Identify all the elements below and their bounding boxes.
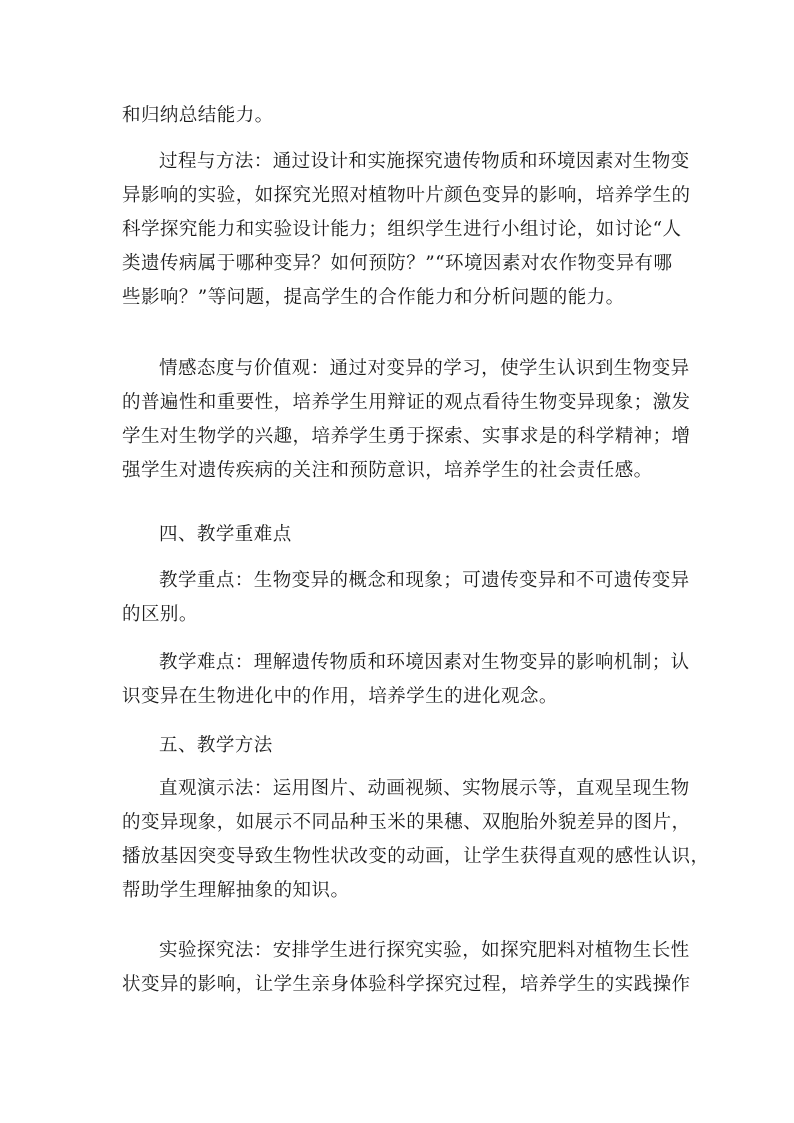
paragraph-ability-summary <box>122 99 682 133</box>
text-line: 情感态度与价值观：通过对变异的学习，使学生认识到生物变异 <box>159 358 690 379</box>
text-line: 异影响的实验，如探究光照对植物叶片颜色变异的影响，培养学生的 <box>122 184 691 206</box>
text-line: 科学探究能力和实验设计能力；组织学生进行小组讨论，如讨论“人 <box>122 218 682 240</box>
paragraph-teaching-difficult-points <box>122 646 690 714</box>
paragraph-experiment-method <box>122 934 691 1002</box>
text-line: 教学重点：生物变异的概念和现象；可遗传变异和不可遗传变异 <box>159 570 690 591</box>
text-line: 过程与方法：通过设计和实施探究遗传物质和环境因素对生物变 <box>159 151 690 172</box>
text-line: 直观演示法：运用图片、动画视频、实物展示等，直观呈现生物 <box>159 778 690 799</box>
text-line: 识变异在生物进化中的作用，培养学生的进化观念。 <box>122 685 558 707</box>
text-line: 的普遍性和重要性，培养学生用辩证的观点看待生物变异现象；激发 <box>122 391 691 413</box>
text-line: 实验探究法：安排学生进行探究实验，如探究肥料对植物生长性 <box>159 940 690 961</box>
text-line: 帮助学生理解抽象的知识。 <box>122 879 350 901</box>
text-line: 的变异现象，如展示不同品种玉米的果穗、双胞胎外貌差异的图片， <box>122 811 691 833</box>
text-line: 四、教学重难点 <box>159 524 292 545</box>
text-line: 五、教学方法 <box>159 735 273 756</box>
paragraph-demonstration-method <box>122 772 710 908</box>
text-line: 强学生对遗传疾病的关注和预防意识，培养学生的社会责任感。 <box>122 459 653 481</box>
text-line: 和归纳总结能力。 <box>122 105 274 126</box>
section-heading-key-difficult-points <box>122 518 682 552</box>
text-line: 的区别。 <box>122 603 198 625</box>
text-line: 状变异的影响，让学生亲身体验科学探究过程，培养学生的实践操作 <box>122 973 691 995</box>
paragraph-teaching-key-points <box>122 564 690 632</box>
text-line: 些影响？”等问题，提高学生的合作能力和分析问题的能力。 <box>122 286 625 308</box>
section-heading-teaching-methods <box>122 729 682 763</box>
text-line: 教学难点：理解遗传物质和环境因素对生物变异的影响机制；认 <box>159 652 690 673</box>
text-line: 学生对生物学的兴趣，培养学生勇于探索、实事求是的科学精神；增 <box>122 425 691 447</box>
text-line: 播放基因突变导致生物性状改变的动画，让学生获得直观的感性认识， <box>122 845 710 867</box>
text-line: 类遗传病属于哪种变异？如何预防？”“环境因素对农作物变异有哪 <box>122 252 673 274</box>
paragraph-attitudes-values <box>122 352 691 488</box>
paragraph-process-methods <box>122 145 691 315</box>
